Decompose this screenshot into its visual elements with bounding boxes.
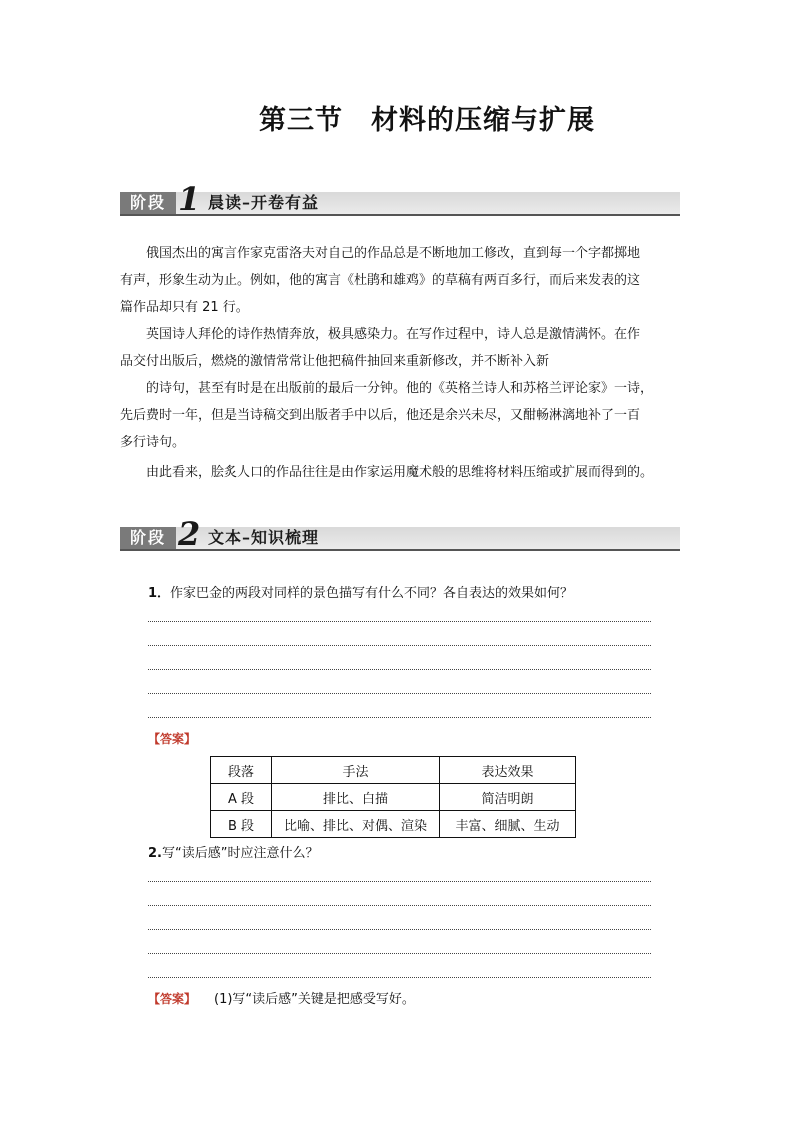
table-header-cell: 段落 xyxy=(211,757,272,784)
question-number: 2. xyxy=(148,846,162,861)
stage-number: 2 xyxy=(178,515,201,553)
answer-label: 【答案】 xyxy=(148,992,197,1006)
answer-line[interactable] xyxy=(148,953,651,954)
stage-underline xyxy=(120,549,680,551)
answer-line[interactable] xyxy=(148,929,651,930)
answer-line[interactable] xyxy=(148,645,651,646)
table-cell: B 段 xyxy=(211,811,272,838)
stage-2-header xyxy=(120,515,680,553)
answer-line[interactable] xyxy=(148,881,651,882)
table-cell: 排比、白描 xyxy=(272,784,440,811)
question-2 xyxy=(148,842,318,861)
paragraph-line: 品交付出版后，燃烧的激情常常让他把稿件抽回来重新修改，并不断补入新 xyxy=(120,354,550,369)
stage-underline xyxy=(120,214,680,216)
stage-1-header xyxy=(120,180,680,218)
answer-line[interactable] xyxy=(148,977,651,978)
paragraph-line: 由此看来，脍炙人口的作品往往是由作家运用魔术般的思维将材料压缩或扩展而得到的。 xyxy=(146,465,654,480)
stage-bar xyxy=(120,192,680,214)
stage-name: 文本–知识梳理 xyxy=(208,528,320,547)
table-row xyxy=(211,784,576,811)
paragraph-line: 多行诗句。 xyxy=(120,435,186,450)
table-row xyxy=(211,811,576,838)
paragraph-line: 的诗句，甚至有时是在出版前的最后一分钟。他的《英格兰诗人和苏格兰评论家》一诗， xyxy=(146,381,654,396)
paragraph-line: 先后费时一年，但是当诗稿交到出版者手中以后，他还是余兴未尽，又酣畅淋漓地补了一百 xyxy=(120,408,641,423)
stage-number: 1 xyxy=(178,180,201,218)
answer-line[interactable] xyxy=(148,693,651,694)
answer-text: (1)写“读后感”关键是把感受写好。 xyxy=(214,992,415,1007)
stage-tag: 阶段 xyxy=(120,192,176,214)
table-header-cell: 手法 xyxy=(272,757,440,784)
question-text: 作家巴金的两段对同样的景色描写有什么不同？各自表达的效果如何？ xyxy=(170,586,574,601)
table-header-row xyxy=(211,757,576,784)
answer-line[interactable] xyxy=(148,669,651,670)
table-cell: 简洁明朗 xyxy=(440,784,576,811)
table-cell: 丰富、细腻、生动 xyxy=(440,811,576,838)
stage-name: 晨读–开卷有益 xyxy=(208,193,320,212)
question-number: 1． xyxy=(148,586,171,601)
paragraph-line: 篇作品却只有 21 行。 xyxy=(120,300,249,315)
paragraph-line: 俄国杰出的寓言作家克雷洛夫对自己的作品总是不断地加工修改，直到每一个字都掷地 xyxy=(146,246,641,261)
section-title: 第三节 材料的压缩与扩展 xyxy=(259,105,595,136)
answer-label: 【答案】 xyxy=(148,732,197,746)
answer-line[interactable] xyxy=(148,621,651,622)
table-cell: A 段 xyxy=(211,784,272,811)
answer-line[interactable] xyxy=(148,905,651,906)
table-cell: 比喻、排比、对偶、渲染 xyxy=(272,811,440,838)
answer-line[interactable] xyxy=(148,717,651,718)
question-text: 写“读后感”时应注意什么？ xyxy=(161,846,319,861)
paragraph-line: 英国诗人拜伦的诗作热情奔放，极具感染力。在写作过程中，诗人总是激情满怀。在作 xyxy=(146,327,641,342)
table-header-cell: 表达效果 xyxy=(440,757,576,784)
answer-2 xyxy=(148,988,415,1007)
stage-bar xyxy=(120,527,680,549)
question-1 xyxy=(148,582,573,601)
answer-table xyxy=(210,756,576,838)
stage-tag: 阶段 xyxy=(120,527,176,549)
paragraph-line: 有声，形象生动为止。例如，他的寓言《杜鹃和雄鸡》的草稿有两百多行，而后来发表的这 xyxy=(120,273,641,288)
